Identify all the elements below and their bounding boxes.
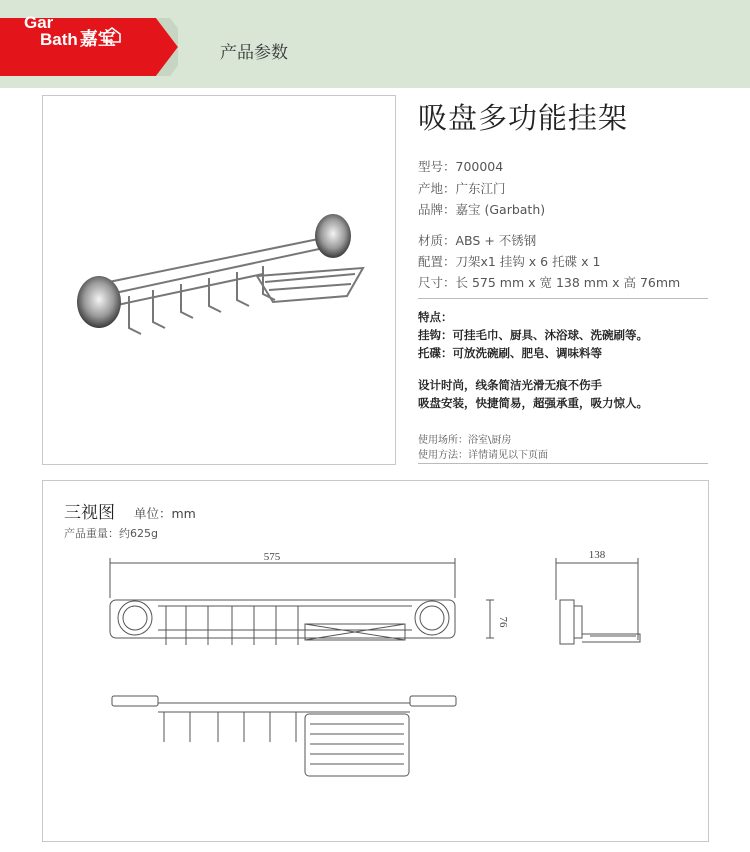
dim-length: 575 [263,551,281,563]
spec-model: 型号：700004 [418,159,504,174]
feature-hooks: 挂钩：可挂毛巾、厨具、沐浴球、洗碗刷等。 [418,328,648,342]
spec-config: 配置：刀架x1 挂钩 x 6 托碟 x 1 [418,254,601,269]
features-heading: 特点： [418,310,453,324]
usage-method: 使用方法：详情请见以下页面 [418,450,548,461]
logo-line2: Bath [40,30,78,49]
drawing-title: 三视图 [64,503,115,523]
drawing-weight: 产品重量：约625g [64,527,158,540]
feature-tray: 托碟：可放洗碗刷、肥皂、调味料等 [418,346,602,360]
highlight-install: 吸盘安装，快捷简易，超强承重，吸力惊人。 [418,396,648,410]
product-title: 吸盘多功能挂架 [418,101,629,135]
logo-cn: 嘉宝 [79,29,116,49]
spec-origin: 产地：广东江门 [418,181,506,196]
logo-line1: Gar [24,13,54,32]
spec-material: 材质：ABS + 不锈钢 [418,233,537,248]
dim-height: 76 [497,616,509,628]
dim-width: 138 [588,549,606,561]
spec-brand: 品牌：嘉宝 (Garbath) [418,202,546,217]
header-title: 产品参数 [220,43,288,63]
drawing-unit: 单位：mm [134,506,196,521]
highlight-design: 设计时尚，线条简洁光滑无痕不伤手 [418,378,602,392]
usage-place: 使用场所：浴室\厨房 [418,435,512,446]
spec-size: 尺寸：长 575 mm x 宽 138 mm x 高 76mm [418,275,681,290]
